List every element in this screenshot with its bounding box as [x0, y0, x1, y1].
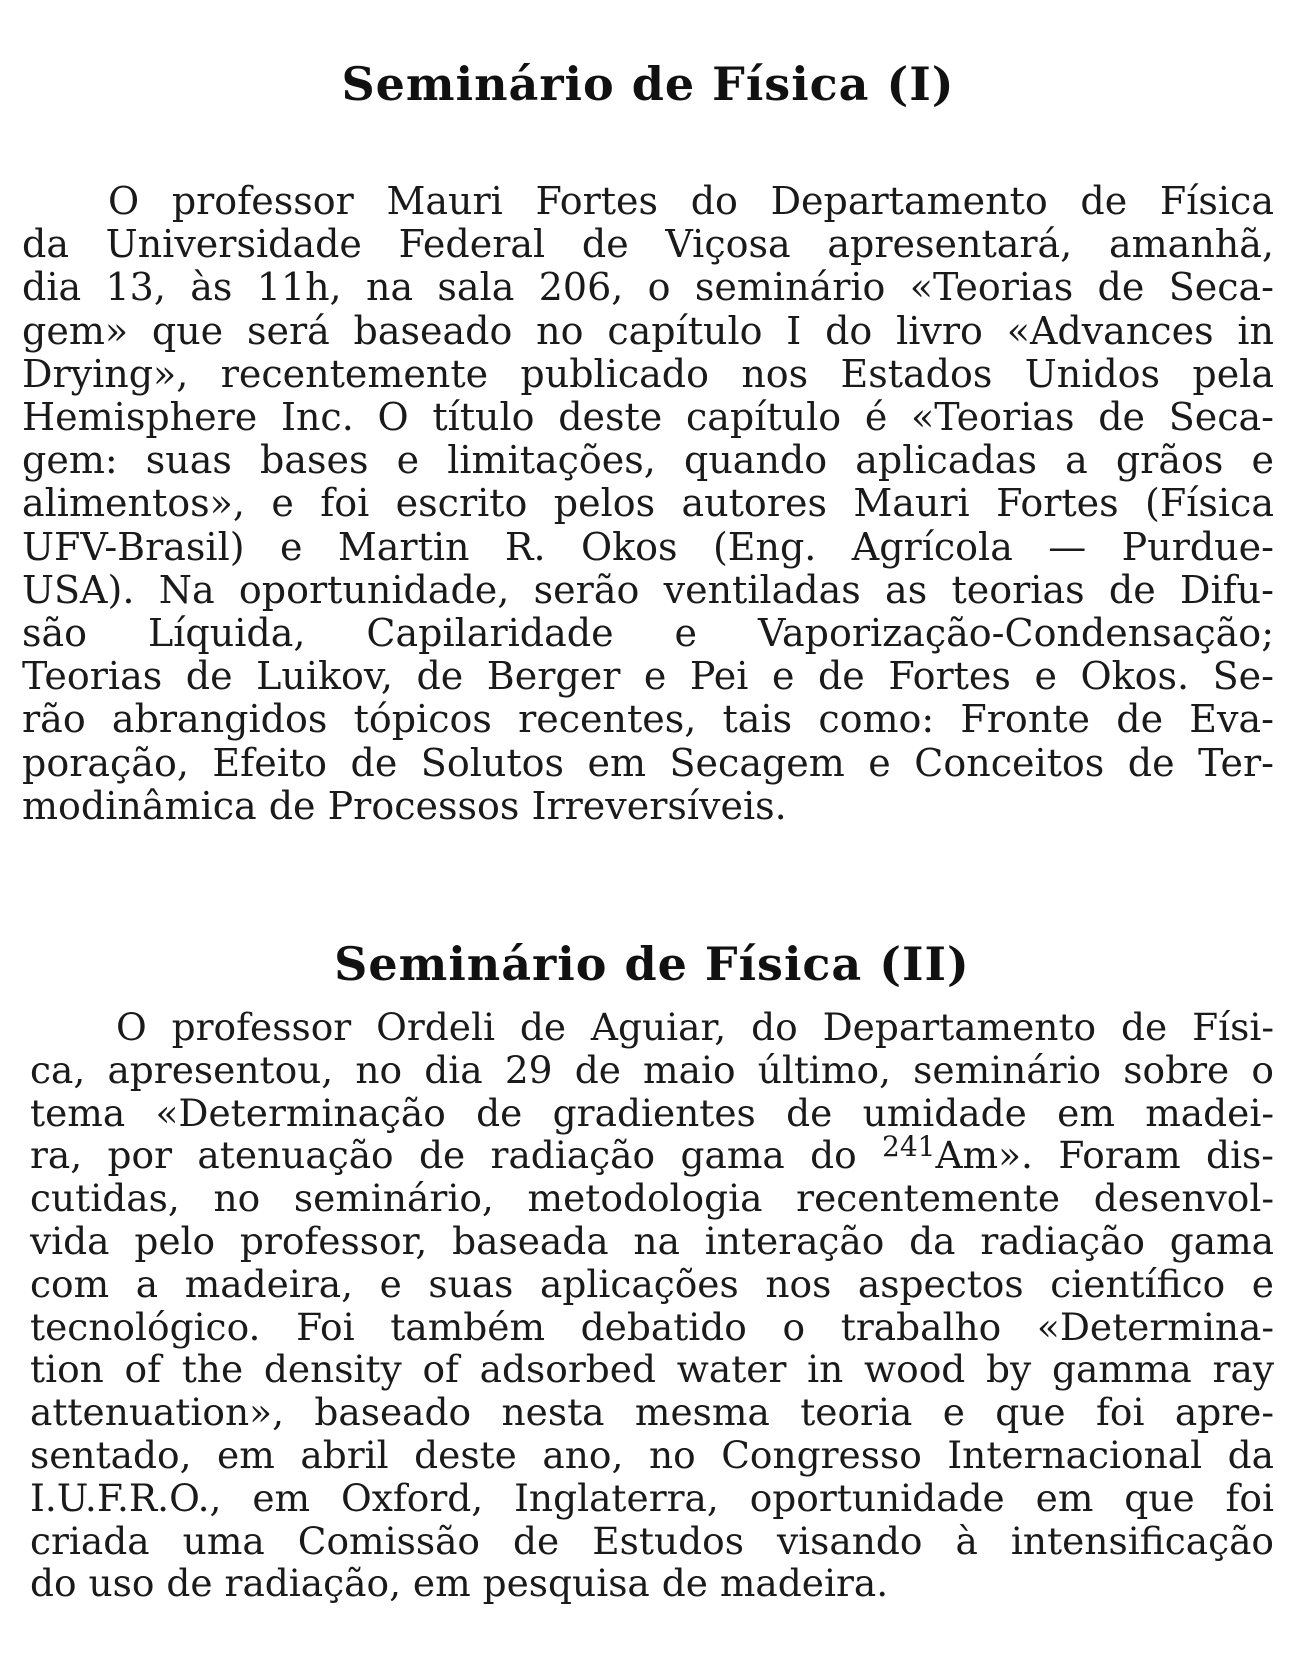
text-line: modinâmica de Processos Irreversíveis. — [22, 783, 787, 828]
text-line: ca, apresentou, no dia 29 de maio último, seminário sobre o — [30, 1047, 1274, 1092]
article-seminario-1 — [22, 48, 1274, 828]
isotope-text-after: Am». Foram dis- — [935, 1133, 1274, 1178]
text-line: dia 13, às 11h, na sala 206, o seminário «Teorias de Seca- — [22, 265, 1274, 310]
text-line: com a madeira, e suas aplicações nos aspectos científico e — [30, 1261, 1274, 1306]
text-line: gem» que será baseado no capítulo I do livro «Advances in — [22, 308, 1274, 353]
text-line: Teorias de Luikov, de Berger e Pei e de Fortes e Okos. Se- — [22, 654, 1274, 699]
text-line: são Líquida, Capilaridade e Vaporização-Condensação; — [22, 611, 1274, 656]
text-line: da Universidade Federal de Viçosa apresentará, amanhã, — [22, 222, 1274, 267]
isotope-mass-number: 241 — [882, 1130, 936, 1164]
text-line: rão abrangidos tópicos recentes, tais como: Fronte de Eva- — [22, 697, 1274, 742]
text-line: alimentos», e foi escrito pelos autores Mauri Fortes (Física — [22, 481, 1274, 526]
article-body — [30, 1006, 1274, 1605]
text-line: USA). Na oportunidade, serão ventiladas as teorias de Difu- — [22, 567, 1274, 612]
text-line: Hemisphere Inc. O título deste capítulo é «Teorias de Seca- — [22, 395, 1274, 440]
text-line: I.U.F.R.O., em Oxford, Inglaterra, oportunidade em que foi — [30, 1475, 1274, 1520]
text-line: tecnológico. Foi também debatido o trabalho «Determina- — [30, 1304, 1274, 1349]
text-line: O professor Mauri Fortes do Departamento de Física — [108, 179, 1274, 223]
article-title: Seminário de Física (II) — [334, 937, 970, 991]
text-line: poração, Efeito de Solutos em Secagem e Conceitos de Ter- — [22, 740, 1274, 785]
isotope-text-before: ra, por atenuação de radiação gama do — [30, 1133, 883, 1178]
text-line: tema «Determinação de gradientes de umidade em madei- — [30, 1090, 1274, 1135]
text-line-isotope — [30, 1130, 1274, 1178]
text-line: vida pelo professor, baseada na interação da radiação gama — [30, 1218, 1274, 1263]
text-line: Drying», recentemente publicado nos Estados Unidos pela — [22, 351, 1274, 396]
text-line: tion of the density of adsorbed water in wood by gamma ray — [30, 1347, 1274, 1392]
text-line: sentado, em abril deste ano, no Congresso Internacional da — [30, 1432, 1274, 1477]
text-line: criada uma Comissão de Estudos visando à intensificação — [30, 1518, 1274, 1563]
text-line: cutidas, no seminário, metodologia recentemente desenvol- — [30, 1176, 1274, 1221]
text-line: O professor Ordeli de Aguiar, do Departamento de Físi- — [116, 1005, 1274, 1049]
article-seminario-2 — [30, 928, 1274, 1605]
text-line: do uso de radiação, em pesquisa de madeira. — [30, 1561, 889, 1606]
text-line: gem: suas bases e limitações, quando aplicadas a grãos e — [22, 438, 1274, 483]
article-body — [22, 180, 1274, 828]
text-line: UFV-Brasil) e Martin R. Okos (Eng. Agrícola — Purdue- — [22, 524, 1274, 569]
text-line: attenuation», baseado nesta mesma teoria e que foi apre- — [30, 1390, 1274, 1435]
article-title: Seminário de Física (I) — [341, 57, 955, 111]
